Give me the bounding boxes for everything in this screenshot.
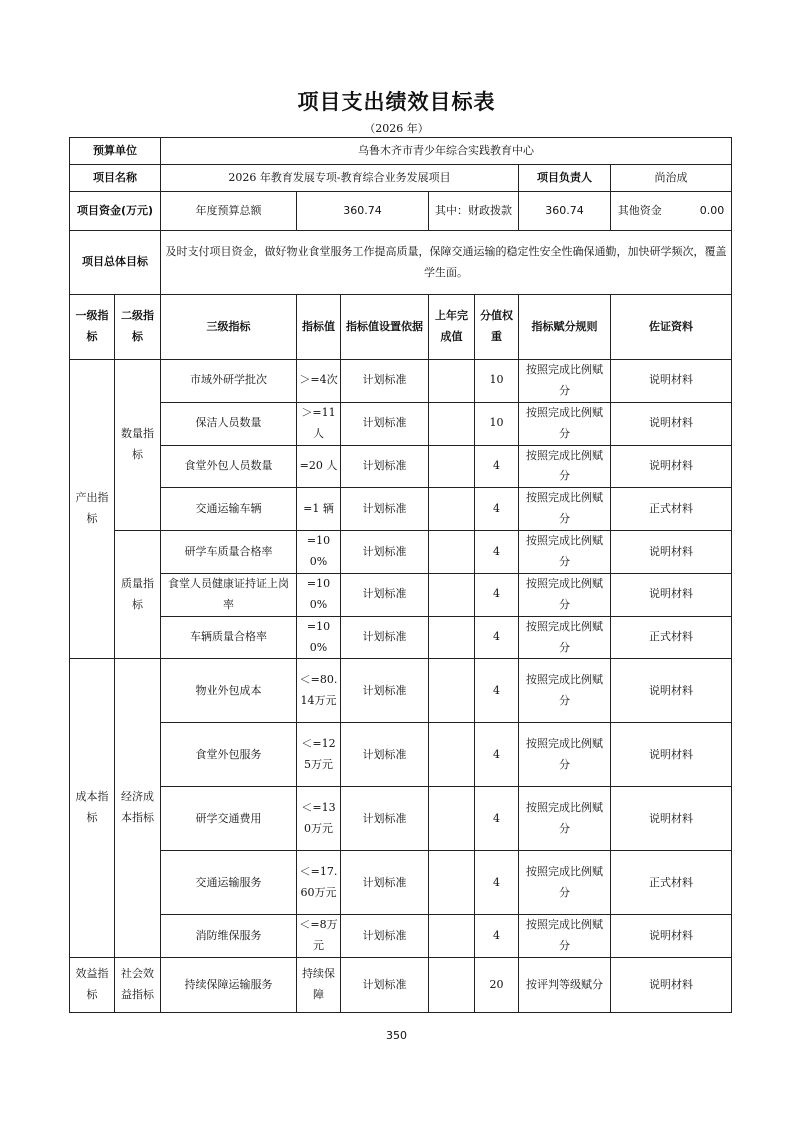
- indicator-last-year: [429, 616, 475, 659]
- indicator-last-year: [429, 851, 475, 915]
- indicator-name: 交通运输服务: [161, 851, 297, 915]
- header-rule: 指标赋分规则: [519, 295, 611, 360]
- indicator-name: 持续保障运输服务: [161, 958, 297, 1013]
- indicator-value: ＞=4次: [297, 360, 341, 403]
- indicator-last-year: [429, 958, 475, 1013]
- indicator-value: ＜=17.60万元: [297, 851, 341, 915]
- indicator-rule: 按照完成比例赋分: [519, 402, 611, 445]
- indicator-rule: 按照完成比例赋分: [519, 659, 611, 723]
- indicator-weight: 4: [475, 488, 519, 531]
- indicator-basis: 计划标准: [341, 573, 429, 616]
- goal-row: [70, 231, 732, 295]
- leader-value: 尚治成: [611, 165, 732, 192]
- indicator-value: ＜=80.14万元: [297, 659, 341, 723]
- indicator-name: 消防维保服务: [161, 915, 297, 958]
- indicator-basis: 计划标准: [341, 915, 429, 958]
- indicator-row: [70, 360, 732, 403]
- indicator-name: 交通运输车辆: [161, 488, 297, 531]
- indicator-row: [70, 445, 732, 488]
- indicator-rule: 按照完成比例赋分: [519, 915, 611, 958]
- other-funds-value: 0.00: [699, 203, 725, 217]
- indicator-rule: 按照完成比例赋分: [519, 787, 611, 851]
- indicator-rule: 按照完成比例赋分: [519, 616, 611, 659]
- indicator-value: =100%: [297, 573, 341, 616]
- indicator-value: ＜=130万元: [297, 787, 341, 851]
- level2-cell: 社会效益指标: [115, 958, 161, 1013]
- header-last-year: 上年完成值: [429, 295, 475, 360]
- indicator-basis: 计划标准: [341, 488, 429, 531]
- header-level2: 二级指标: [115, 295, 161, 360]
- indicator-row: [70, 659, 732, 723]
- leader-label: 项目负责人: [519, 165, 611, 192]
- indicator-value: =100%: [297, 616, 341, 659]
- header-basis: 指标值设置依据: [341, 295, 429, 360]
- indicator-evidence: 正式材料: [611, 616, 732, 659]
- year-label: （2026 年）: [364, 122, 429, 135]
- budget-unit-label: 预算单位: [70, 138, 161, 165]
- indicator-weight: 20: [475, 958, 519, 1013]
- indicator-basis: 计划标准: [341, 787, 429, 851]
- indicator-value: ＜=125万元: [297, 723, 341, 787]
- indicator-value: 持续保障: [297, 958, 341, 1013]
- indicator-weight: 4: [475, 659, 519, 723]
- level2-cell: 经济成本指标: [115, 659, 161, 958]
- project-name-row: [70, 165, 732, 192]
- indicator-rule: 按评判等级赋分: [519, 958, 611, 1013]
- indicator-name: 食堂外包人员数量: [161, 445, 297, 488]
- indicator-rule: 按照完成比例赋分: [519, 723, 611, 787]
- indicator-row: [70, 723, 732, 787]
- indicator-name: 车辆质量合格率: [161, 616, 297, 659]
- indicator-weight: 4: [475, 915, 519, 958]
- indicator-weight: 4: [475, 573, 519, 616]
- funds-label: 项目资金(万元): [70, 192, 161, 231]
- indicator-name: 研学交通费用: [161, 787, 297, 851]
- indicator-last-year: [429, 915, 475, 958]
- budget-unit-value: 乌鲁木齐市青少年综合实践教育中心: [161, 138, 732, 165]
- indicator-value: ＞=11人: [297, 402, 341, 445]
- other-funds-label: 其他资金: [617, 203, 662, 217]
- level2-cell: 质量指标: [115, 531, 161, 659]
- indicator-evidence: 说明材料: [611, 360, 732, 403]
- fiscal-label: 其中：财政拨款: [429, 192, 519, 231]
- level1-cell: 产出指标: [70, 360, 115, 659]
- indicator-name: 食堂人员健康证持证上岗率: [161, 573, 297, 616]
- indicator-name: 市域外研学批次: [161, 360, 297, 403]
- indicator-evidence: 说明材料: [611, 531, 732, 574]
- indicator-basis: 计划标准: [341, 723, 429, 787]
- level1-cell: 效益指标: [70, 958, 115, 1013]
- indicator-last-year: [429, 723, 475, 787]
- header-level3: 三级指标: [161, 295, 297, 360]
- indicator-evidence: 说明材料: [611, 573, 732, 616]
- indicator-name: 保洁人员数量: [161, 402, 297, 445]
- indicator-rule: 按照完成比例赋分: [519, 488, 611, 531]
- indicator-evidence: 说明材料: [611, 445, 732, 488]
- indicator-last-year: [429, 531, 475, 574]
- indicator-value: =100%: [297, 531, 341, 574]
- goal-text: 及时支付项目资金，做好物业食堂服务工作提高质量，保障交通运输的稳定性安全性确保通勤，加快研学频次，覆盖学生面。: [161, 231, 732, 295]
- indicator-weight: 4: [475, 616, 519, 659]
- indicator-name: 物业外包成本: [161, 659, 297, 723]
- indicator-row: [70, 851, 732, 915]
- other-funds: [611, 192, 732, 231]
- indicator-name: 食堂外包服务: [161, 723, 297, 787]
- indicator-basis: 计划标准: [341, 851, 429, 915]
- indicator-weight: 4: [475, 787, 519, 851]
- indicator-rule: 按照完成比例赋分: [519, 851, 611, 915]
- budget-unit-row: [70, 138, 732, 165]
- indicator-basis: 计划标准: [341, 616, 429, 659]
- indicator-last-year: [429, 360, 475, 403]
- indicator-last-year: [429, 573, 475, 616]
- indicator-header-row: [70, 295, 732, 360]
- indicator-evidence: 说明材料: [611, 402, 732, 445]
- indicator-weight: 4: [475, 531, 519, 574]
- indicator-evidence: 正式材料: [611, 488, 732, 531]
- header-evidence: 佐证资料: [611, 295, 732, 360]
- indicator-row: [70, 402, 732, 445]
- page-title: 项目支出绩效目标表: [297, 90, 496, 114]
- indicator-row: [70, 787, 732, 851]
- indicator-basis: 计划标准: [341, 531, 429, 574]
- goal-label: 项目总体目标: [70, 231, 161, 295]
- indicator-basis: 计划标准: [341, 445, 429, 488]
- project-name-label: 项目名称: [70, 165, 161, 192]
- indicator-weight: 10: [475, 402, 519, 445]
- indicator-last-year: [429, 787, 475, 851]
- indicator-weight: 4: [475, 445, 519, 488]
- indicator-basis: 计划标准: [341, 659, 429, 723]
- indicator-row: [70, 488, 732, 531]
- header-weight: 分值权重: [475, 295, 519, 360]
- indicator-rule: 按照完成比例赋分: [519, 360, 611, 403]
- indicator-weight: 4: [475, 723, 519, 787]
- fiscal-value: 360.74: [519, 192, 611, 231]
- indicator-row: [70, 915, 732, 958]
- indicator-evidence: 说明材料: [611, 723, 732, 787]
- indicator-evidence: 说明材料: [611, 915, 732, 958]
- indicator-last-year: [429, 659, 475, 723]
- indicator-last-year: [429, 488, 475, 531]
- indicator-name: 研学车质量合格率: [161, 531, 297, 574]
- indicator-rule: 按照完成比例赋分: [519, 531, 611, 574]
- indicator-row: [70, 573, 732, 616]
- indicator-weight: 4: [475, 851, 519, 915]
- indicator-row: [70, 531, 732, 574]
- indicator-weight: 10: [475, 360, 519, 403]
- indicator-evidence: 说明材料: [611, 659, 732, 723]
- page-number: 350: [386, 1029, 407, 1042]
- indicator-evidence: 说明材料: [611, 958, 732, 1013]
- indicator-value: =20 人: [297, 445, 341, 488]
- indicator-row: [70, 958, 732, 1013]
- indicator-value: ＜=8万元: [297, 915, 341, 958]
- indicator-last-year: [429, 402, 475, 445]
- performance-table: [69, 137, 732, 1013]
- header-level1: 一级指标: [70, 295, 115, 360]
- funds-row: [70, 192, 732, 231]
- indicator-basis: 计划标准: [341, 360, 429, 403]
- indicator-evidence: 正式材料: [611, 851, 732, 915]
- level2-cell: 数量指标: [115, 360, 161, 531]
- indicator-value: =1 辆: [297, 488, 341, 531]
- indicator-last-year: [429, 445, 475, 488]
- header-value: 指标值: [297, 295, 341, 360]
- indicator-basis: 计划标准: [341, 958, 429, 1013]
- indicator-evidence: 说明材料: [611, 787, 732, 851]
- indicator-rule: 按照完成比例赋分: [519, 445, 611, 488]
- indicator-row: [70, 616, 732, 659]
- indicator-rule: 按照完成比例赋分: [519, 573, 611, 616]
- level1-cell: 成本指标: [70, 659, 115, 958]
- annual-budget-value: 360.74: [297, 192, 429, 231]
- project-name-value: 2026 年教育发展专项-教育综合业务发展项目: [161, 165, 519, 192]
- annual-budget-label: 年度预算总额: [161, 192, 297, 231]
- indicator-basis: 计划标准: [341, 402, 429, 445]
